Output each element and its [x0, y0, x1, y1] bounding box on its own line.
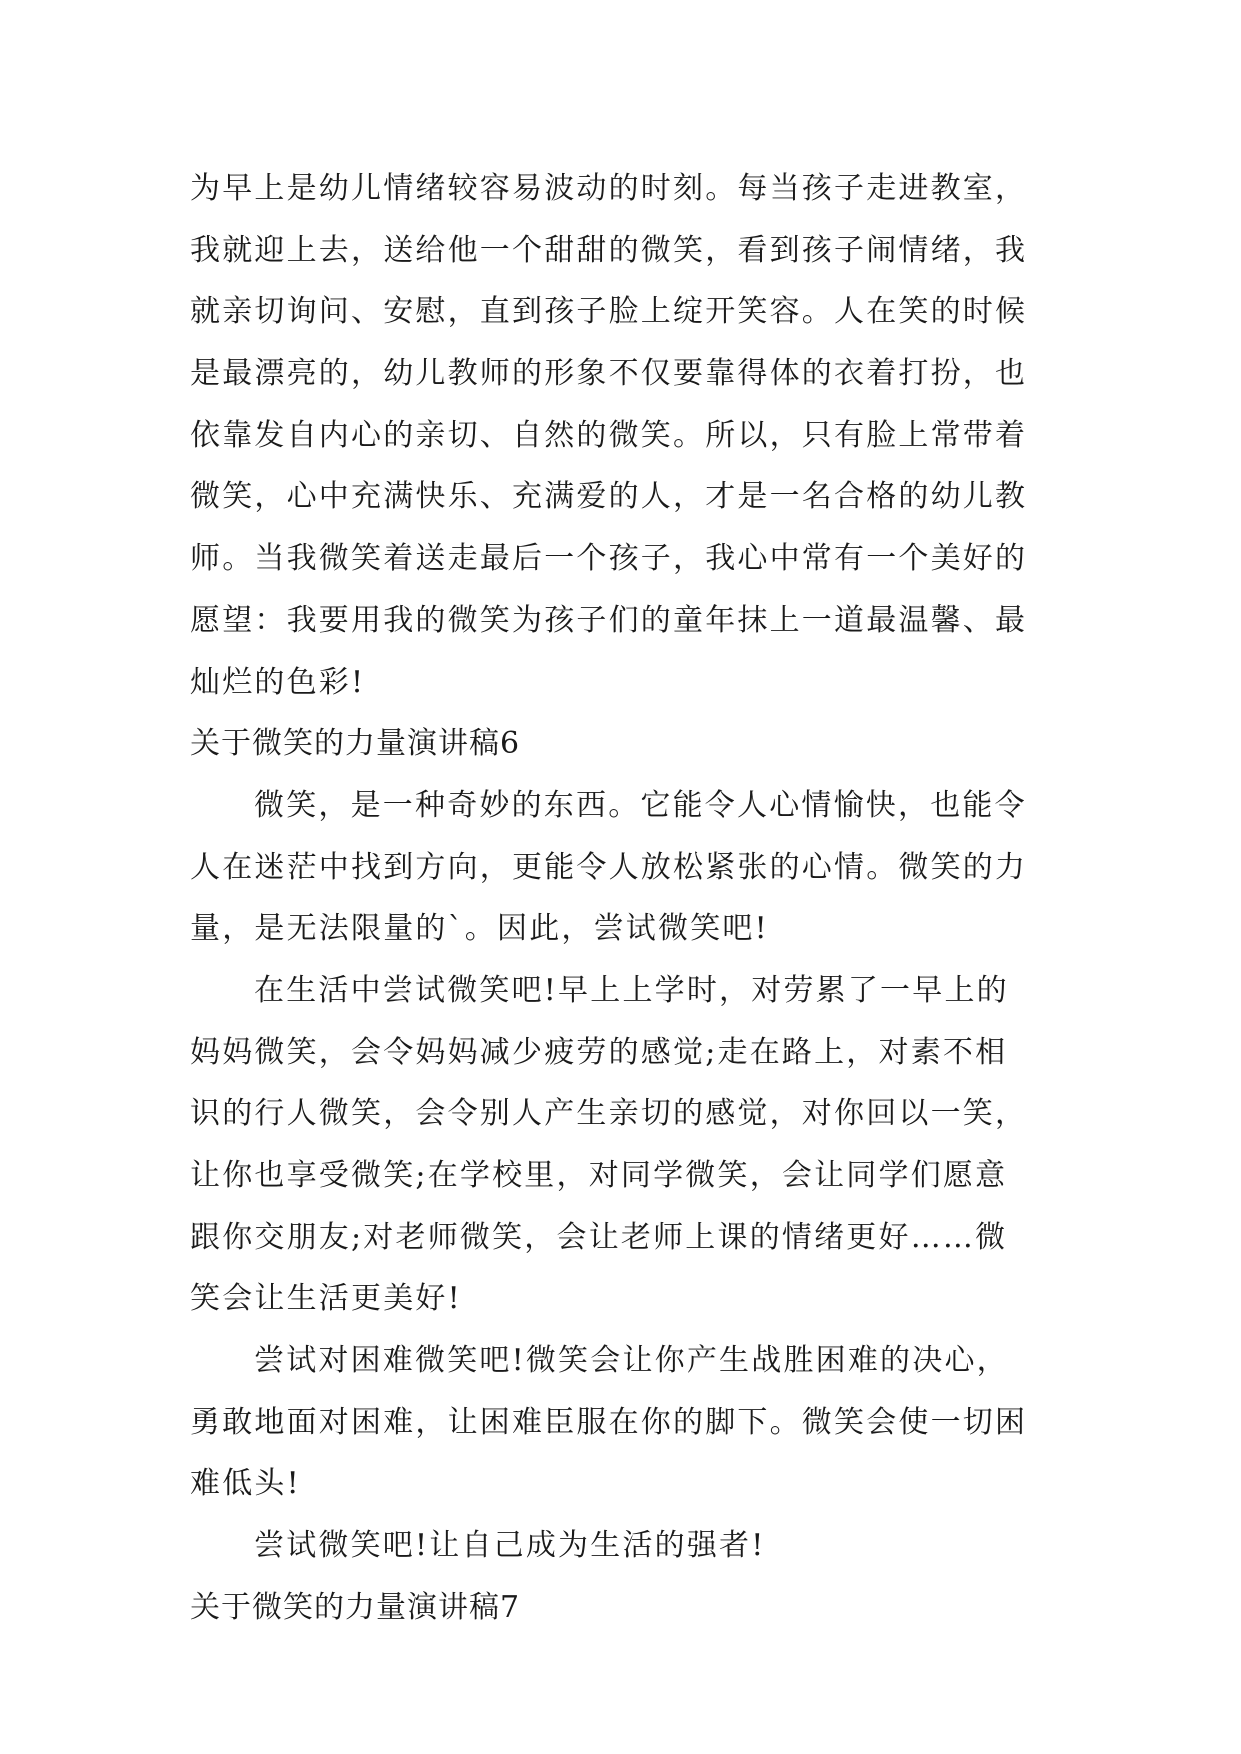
text-line: 勇敢地面对困难，让困难臣服在你的脚下。微笑会使一切困	[190, 1404, 1028, 1440]
text-line: 为早上是幼儿情绪较容易波动的时刻。每当孩子走进教室，	[190, 171, 1028, 206]
document-body	[190, 158, 1070, 1639]
text-line: 难低头!	[190, 1466, 301, 1502]
text-line: 尝试对困难微笑吧!微笑会让你产生战胜困难的决心，	[254, 1343, 1009, 1379]
text-line: 人在迷茫中找到方向，更能令人放松紧张的心情。微笑的力	[190, 849, 1028, 885]
text-line: 在生活中尝试微笑吧!早上上学时，对劳累了一早上的	[254, 972, 1009, 1008]
text-line: 尝试微笑吧!让自己成为生活的强者!	[254, 1528, 766, 1564]
text-line: 依靠发自内心的亲切、自然的微笑。所以，只有脸上常带着	[190, 417, 1028, 453]
text-line: 让你也享受微笑;在学校里，对同学微笑，会让同学们愿意	[190, 1158, 1008, 1193]
text-line: 愿望：我要用我的微笑为孩子们的童年抹上一道最温馨、最	[190, 602, 1028, 638]
text-line: 是最漂亮的，幼儿教师的形象不仅要靠得体的衣着打扮，也	[190, 356, 1028, 392]
text-line: 我就迎上去，送给他一个甜甜的微笑，看到孩子闹情绪，我	[190, 232, 1028, 268]
section-heading: 关于微笑的力量演讲稿6	[190, 726, 521, 762]
text-line: 笑会让生活更美好!	[190, 1281, 462, 1317]
text-line: 师。当我微笑着送走最后一个孩子，我心中常有一个美好的	[190, 541, 1028, 577]
text-line: 跟你交朋友;对老师微笑，会让老师上课的情绪更好……微	[190, 1219, 1008, 1255]
text-line: 就亲切询问、安慰，直到孩子脸上绽开笑容。人在笑的时候	[190, 294, 1028, 330]
text-line: 灿烂的色彩!	[190, 664, 366, 700]
text-line: 妈妈微笑，会令妈妈减少疲劳的感觉;走在路上，对素不相	[190, 1034, 1008, 1070]
text-line: 微笑，心中充满快乐、充满爱的人，才是一名合格的幼儿教	[190, 479, 1028, 515]
text-line: 微笑，是一种奇妙的东西。它能令人心情愉快，也能令	[254, 787, 1027, 823]
text-line: 量，是无法限量的`。因此，尝试微笑吧!	[190, 911, 769, 947]
section-heading: 关于微笑的力量演讲稿7	[190, 1589, 521, 1625]
text-line: 识的行人微笑，会令别人产生亲切的感觉，对你回以一笑，	[190, 1096, 1028, 1132]
